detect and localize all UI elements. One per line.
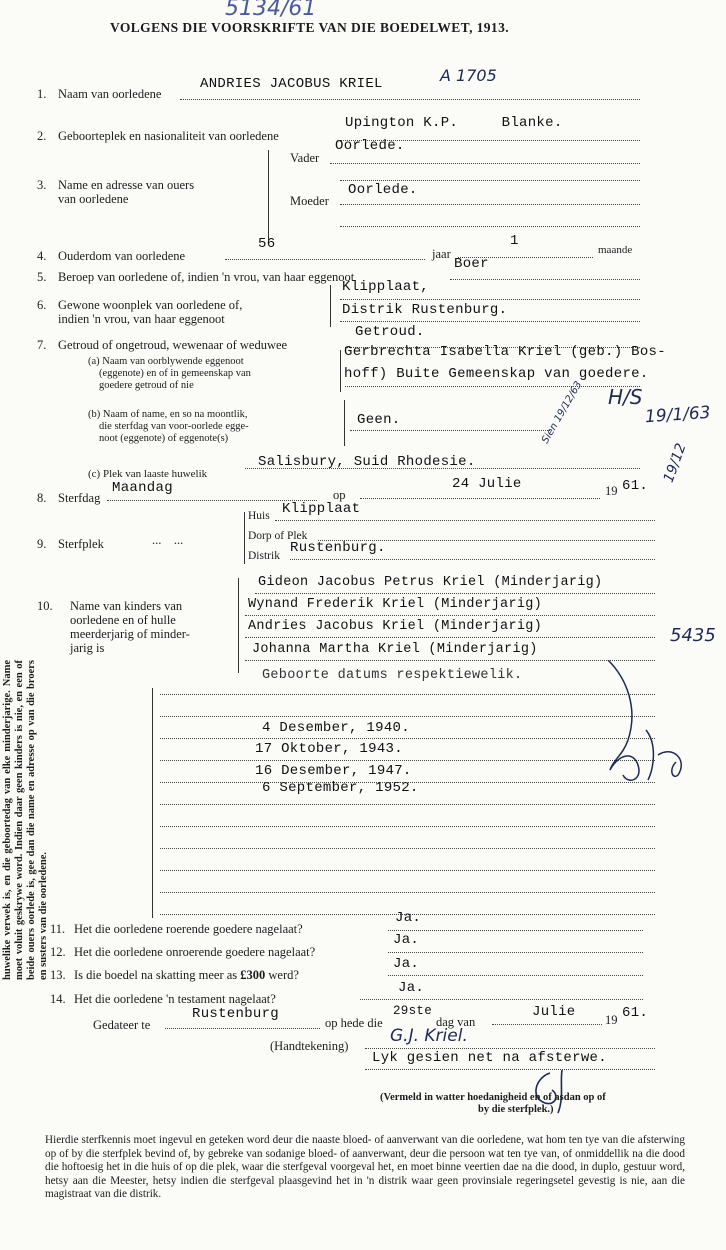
predeceased-brace <box>344 400 345 446</box>
birth-date: 17 Oktober, 1943. <box>255 741 403 757</box>
children-label: Name van kinders van <box>70 599 183 613</box>
predeceased-spouse-value: Geen. <box>357 412 401 428</box>
dotted-line <box>388 952 643 953</box>
district-label: Distrik <box>248 550 280 562</box>
marital-status-label: Getroud of ongetroud, wewenaar of weduwee <box>58 338 288 352</box>
spouse-value-1: Gerbrechta Isabella Kriel (geb.) Bos- <box>344 344 666 360</box>
years-label: jaar <box>432 247 451 261</box>
mother-value: Oorlede. <box>348 182 418 198</box>
marital-status-value: Getroud. <box>355 324 425 340</box>
item-number: 12. <box>50 945 66 959</box>
death-year-prefix: 19 <box>605 484 618 498</box>
capacity-note: (Vermeld in watter hoedanigheid en of asdan op of <box>380 1092 606 1103</box>
parents-brace <box>268 150 269 240</box>
footer-instructions: Hierdie sterfkennis moet ingevul en geteken word deur die naaste bloed- of aanverwant van die oorledene, wat hom ten tye van die afsterwing op of by die sterfplek bevind of, by gebreke van sodanige bloed- of aanverwant, deur die persoon wat ten tye van, of onmiddellik na die dood die hoftoesig het in die huis of op die plek, waar die sterfgeval voorgeval het, en moet binne veertien dae na die dood, in duplo, gestuur word, hetsy aan die Meester, hetsy indien die sterfgeval plaasgevind het in 'n distrik waar geen provinsiale regeringsetel gevestig is nie, aan die magistraat van die distrik. <box>45 1134 685 1200</box>
form-title: VOLGENS DIE VOORSKRIFTE VAN DIE BOEDELWET, 1913. <box>110 20 510 35</box>
estate-threshold: £300 <box>240 968 266 982</box>
birth-date: 6 September, 1952. <box>262 780 419 796</box>
dotted-line <box>255 593 655 594</box>
item-number: 1. <box>37 87 47 101</box>
dotted-line <box>245 615 655 616</box>
dotted-line <box>345 386 640 387</box>
dotted-line <box>160 738 655 739</box>
residence-brace <box>330 285 331 327</box>
birth-dates-heading: Geboorte datums respektiewelik. <box>262 668 523 683</box>
immovable-property-label: Het die oorledene onroerende goedere nagelaat? <box>74 945 316 959</box>
dotted-line <box>360 498 600 499</box>
children-bracket <box>152 688 153 918</box>
parents-label: Name en adresse van ouers <box>58 178 195 192</box>
on-this-label: op hede die <box>325 1016 383 1030</box>
hs-date-annotation: 19/1/63 <box>644 402 712 428</box>
hs-annotation: H/S <box>608 385 643 409</box>
on-label: op <box>333 488 346 502</box>
item-number: 3. <box>37 178 47 192</box>
dotted-line <box>165 1028 320 1029</box>
dotted-line <box>160 804 655 805</box>
dotted-line <box>160 826 655 827</box>
residence-label-cont: indien 'n vrou, van haar eggenoot <box>58 312 225 326</box>
item-number: 11. <box>50 922 66 936</box>
spouse-brace <box>340 350 341 392</box>
dotted-line <box>388 930 643 931</box>
occupation-value: Boer <box>454 256 489 272</box>
dotted-line <box>340 299 640 300</box>
stamp-annotation-2: 19/12 <box>660 441 690 485</box>
dotted-line <box>340 204 640 205</box>
dotted-line <box>245 660 655 661</box>
dated-at-label: Gedateer te <box>93 1018 151 1032</box>
residence-label: Gewone woonplek van oorledene of, <box>58 298 243 312</box>
father-label: Vader <box>290 151 320 165</box>
child-name: Johanna Martha Kriel (Minderjarig) <box>252 642 538 657</box>
birthplace-value: Upington K.P. Blanke. <box>345 115 563 131</box>
dotted-line <box>340 321 640 322</box>
dotted-line <box>160 870 655 871</box>
children-label-cont: meerderjarig of minder- <box>70 627 190 641</box>
spouse-label-cont: (eggenote) en of in gemeenskap van <box>99 368 251 379</box>
item-number: 13. <box>50 968 66 982</box>
item-number: 4. <box>37 249 47 263</box>
town-label: Dorp of Plek <box>248 530 308 542</box>
item-number: 14. <box>50 992 66 1006</box>
child-name: Andries Jacobus Kriel (Minderjarig) <box>248 619 543 634</box>
dated-month: Julie <box>532 1004 576 1020</box>
day-of-label: dag van <box>436 1015 476 1029</box>
dotted-line <box>350 430 550 431</box>
immovable-property-value: Ja. <box>393 932 420 948</box>
capacity-statement: Lyk gesien net na afsterwe. <box>372 1050 607 1066</box>
item-number: 9. <box>37 537 47 551</box>
item-number: 7. <box>37 338 47 352</box>
dotted-line <box>290 559 655 560</box>
estate-value-label-text: Is die boedel na skatting meer as <box>74 968 238 982</box>
death-place-label: Sterfplek <box>58 537 104 551</box>
months-label: maande <box>598 244 633 256</box>
estate-value-answer: Ja. <box>393 956 420 972</box>
age-years: 56 <box>258 236 276 252</box>
dotted-line <box>160 892 655 893</box>
dotted-line <box>330 163 640 164</box>
district-value: Rustenburg. <box>290 540 386 556</box>
birthplace-label: Geboorteplek en nasionaliteit van oorledene <box>58 129 279 143</box>
handwritten-reference: 5134/61 <box>225 0 317 21</box>
movable-property-value: Ja. <box>395 910 422 926</box>
dotted-line <box>360 999 643 1000</box>
dotted-line <box>450 279 640 280</box>
dated-year-prefix: 19 <box>605 1013 618 1027</box>
dotted-line <box>180 99 640 100</box>
dotted-line <box>388 975 643 976</box>
deceased-name-value: ANDRIES JACOBUS KRIEL <box>200 76 383 92</box>
will-value: Ja. <box>398 980 425 996</box>
dotted-line <box>275 520 655 521</box>
predeceased-spouse-label-cont: noot (eggenote) of eggenote(s) <box>99 433 229 444</box>
house-value: Klipplaat <box>282 501 361 517</box>
death-date: 24 Julie <box>452 476 522 492</box>
residence-value-1: Klipplaat, <box>342 279 430 295</box>
children-label-cont: oorledene en of hulle <box>70 613 176 627</box>
dotted-line <box>365 1048 655 1049</box>
reference-annotation: 5435 <box>670 625 716 646</box>
spouse-label: (a) Naam van oorblywende eggenoot <box>88 356 244 367</box>
item-number: 5. <box>37 270 47 284</box>
parents-label-cont: van oorledene <box>58 192 129 206</box>
dotted-line <box>160 760 655 761</box>
dotted-line <box>225 259 425 260</box>
dated-day: 29ste <box>393 1004 433 1018</box>
dotted-line <box>340 226 640 227</box>
deceased-name-note: A 1705 <box>440 66 497 85</box>
stamp-annotation: Sien 19/12/63 <box>540 379 585 446</box>
marriage-place-value: Salisbury, Suid Rhodesie. <box>258 454 476 470</box>
child-name: Wynand Frederik Kriel (Minderjarig) <box>248 597 543 612</box>
dotted-line <box>340 180 640 181</box>
age-label: Ouderdom van oorledene <box>58 249 186 263</box>
birth-date: 16 Desember, 1947. <box>255 763 412 779</box>
spouse-label-cont: goedere getroud of nie <box>99 380 194 391</box>
death-day-label: Sterfdag <box>58 491 101 505</box>
child-name: Gideon Jacobus Petrus Kriel (Minderjarig) <box>258 575 603 590</box>
residence-value-2: Distrik Rustenburg. <box>342 302 508 318</box>
estate-value-label <box>74 968 299 982</box>
item-number: 10. <box>37 599 53 613</box>
dotted-line <box>365 1069 655 1070</box>
death-year: 61. <box>622 478 649 494</box>
item-number: 6. <box>37 298 47 312</box>
margin-signature <box>598 660 708 800</box>
movable-property-label: Het die oorledene roerende goedere nagelaat? <box>74 922 303 936</box>
dotted-line <box>160 782 655 783</box>
estate-value-label-end: werd? <box>268 968 299 982</box>
dated-place: Rustenburg <box>192 1006 280 1022</box>
father-value: Oorlede. <box>335 138 405 154</box>
dated-year: 61. <box>622 1005 649 1021</box>
dotted-line <box>160 694 655 695</box>
will-label: Het die oorledene 'n testament nagelaat? <box>74 992 276 1006</box>
capacity-note-cont: by die sterfplek.) <box>478 1104 554 1115</box>
children-brace <box>238 578 239 673</box>
age-months: 1 <box>510 233 519 249</box>
dotted-line <box>160 716 655 717</box>
predeceased-spouse-label: (b) Naam of name, en so na moontlik, <box>88 409 248 420</box>
spouse-value-2: hoff) Buite Gemeenskap van goedere. <box>344 366 649 382</box>
death-weekday: Maandag <box>112 480 173 496</box>
item-number: 2. <box>37 129 47 143</box>
mother-label: Moeder <box>290 194 329 208</box>
filler-dots: ... ... <box>152 533 184 547</box>
dotted-line <box>492 1024 602 1025</box>
children-label-cont: jarig is <box>70 641 105 655</box>
house-label: Huis <box>248 510 270 522</box>
predeceased-spouse-label-cont: die sterfdag van voor-oorlede egge- <box>99 421 249 432</box>
occupation-label: Beroep van oorledene of, indien 'n vrou, van haar eggenoot <box>58 270 355 284</box>
signature-value: G.J. Kriel. <box>390 1026 468 1046</box>
item-number: 8. <box>37 491 47 505</box>
children-instructions-note: huwelike verwek is, en die geboortedag van elke minderjarige. Name moet voluit geskrywe word. Indien daar geen kinders is nie, en een of beide ouers oorlede is, gee dan die name en adresse op van die broers en susters van die oorledene. <box>2 660 49 980</box>
birth-date: 4 Desember, 1940. <box>262 720 410 736</box>
dotted-line <box>245 637 655 638</box>
signature-label: (Handtekening) <box>270 1039 349 1053</box>
death-place-brace <box>244 512 245 564</box>
dotted-line <box>160 848 655 849</box>
deceased-name-label: Naam van oorledene <box>58 87 162 101</box>
marriage-place-label: (c) Plek van laaste huwelik <box>88 468 208 480</box>
